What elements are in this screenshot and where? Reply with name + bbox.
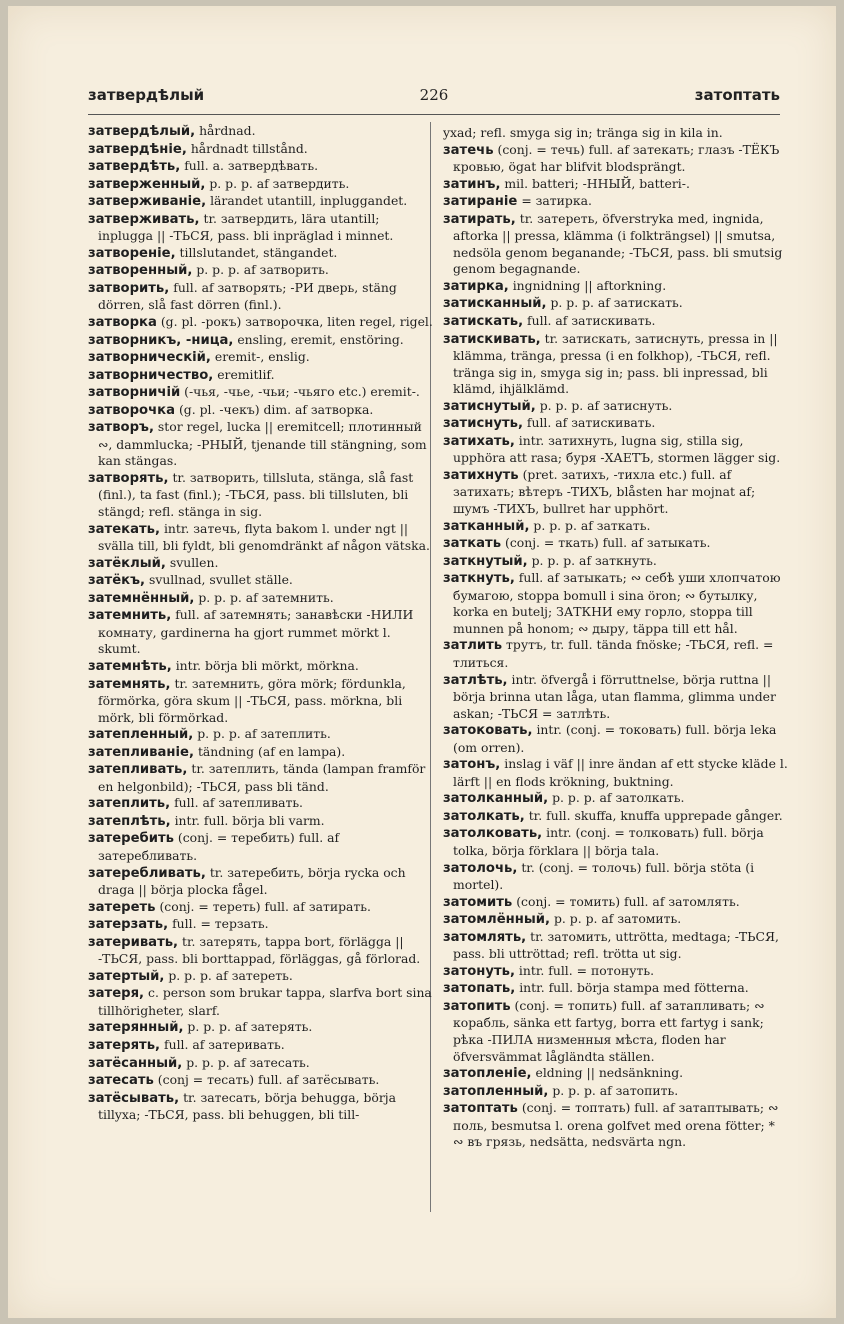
header-left-guideword: затвердѣлый — [88, 86, 205, 104]
entry-definition: hårdnad. — [195, 123, 256, 138]
dictionary-entry — [88, 916, 433, 934]
dictionary-entry — [88, 332, 433, 350]
dictionary-entry — [88, 813, 433, 831]
entry-definition: p. p. p. af затереть. — [164, 967, 293, 983]
dictionary-entry — [88, 141, 433, 159]
entry-definition: (conj. = ткать) full. af затыкать. — [501, 535, 711, 551]
left-column — [88, 123, 433, 1124]
dictionary-entry — [443, 125, 788, 142]
entry-definition: intr. (conj. = толковать) full. börja tolka, börja förklara || börja tala. — [453, 825, 764, 858]
dictionary-entry — [88, 349, 433, 367]
entry-headword: затеплѣть, — [88, 813, 171, 829]
dictionary-entry — [88, 968, 433, 986]
entry-definition: (conj. = тереть) full. af затирать. — [155, 898, 371, 914]
entry-definition: eldning || nedsänkning. — [531, 1065, 684, 1081]
entry-headword: затёклый, — [88, 555, 166, 571]
entry-definition: p. p. p. af заткнуть. — [527, 552, 657, 568]
entry-definition: tr. full. skuffa, knuffa upprepade gånger. — [524, 807, 783, 823]
dictionary-entry — [88, 676, 433, 727]
entry-headword: затолочь, — [443, 860, 518, 876]
entry-headword: затекать, — [88, 521, 160, 537]
dictionary-entry — [443, 278, 788, 296]
entry-definition: yxad; refl. smyga sig in; tränga sig in kila in. — [443, 125, 723, 140]
dictionary-entry — [88, 193, 433, 211]
entry-definition: tr. затворить, tillsluta, stänga, slå fast (finl.), ta fast (finl.); -ТЬСЯ, pass. bli tillsluten, bli stängd; refl. stänga in sig. — [98, 469, 414, 520]
dictionary-entry — [88, 123, 433, 141]
entry-headword: затиснуть, — [443, 416, 523, 432]
header-rule — [88, 114, 780, 115]
entry-definition: intr. затихнуть, lugna sig, stilla sig, upphöra att rasa; буря -ХАЕТЪ, stormen lägger sig. — [453, 432, 781, 466]
entry-headword: заткнутый, — [443, 553, 528, 569]
dictionary-entry — [88, 658, 433, 676]
entry-headword: затеребливать, — [88, 865, 206, 881]
entry-headword: затверженный, — [88, 176, 206, 192]
entry-headword: затемнять, — [88, 676, 171, 692]
dictionary-entry — [443, 193, 788, 211]
entry-headword: затирать, — [443, 211, 516, 227]
dictionary-entry — [443, 722, 788, 756]
entry-headword: затонуть, — [443, 963, 515, 979]
dictionary-entry — [88, 280, 433, 314]
entry-headword: затолковать, — [443, 826, 543, 842]
entry-definition: p. p. p. af затиснуть. — [535, 397, 673, 413]
entry-headword: затёкъ, — [88, 573, 146, 589]
entry-headword: затворничій — [88, 385, 181, 401]
entry-definition: tr. затвердить, lära utantill; inplugga || -ТЬСЯ, pass. bli inpräglad i minnet. — [98, 210, 394, 244]
entry-headword: затвердѣлый, — [88, 124, 196, 139]
dictionary-entry — [88, 726, 433, 744]
dictionary-entry — [443, 331, 788, 398]
dictionary-entry — [443, 790, 788, 808]
dictionary-entry — [88, 245, 433, 263]
header-right-guideword: затоптать — [694, 86, 780, 104]
entry-headword: затолкать, — [443, 808, 525, 824]
dictionary-entry — [88, 470, 433, 521]
entry-headword: затвердѣніе, — [88, 141, 187, 157]
entry-headword: затворенный, — [88, 263, 193, 279]
dictionary-entry — [88, 830, 433, 864]
entry-definition: lärandet utantill, inpluggandet. — [206, 193, 408, 209]
entry-definition: p. p. p. af затеплить. — [193, 726, 331, 742]
dictionary-entry — [88, 985, 433, 1019]
entry-headword: затерзать, — [88, 917, 169, 933]
dictionary-entry — [88, 1090, 433, 1124]
entry-definition: full. af затыкать; ∾ себѣ уши хлопчатою бумагою, stoppa bomull i sina öron; ∾ бутылку, korka en butelj; ЗАТКНИ ему горло, stoppa till munnen på honom; ∾ дыру, täppa till ett hål. — [453, 570, 781, 636]
dictionary-entry — [443, 911, 788, 929]
entry-headword: затискивать, — [443, 331, 541, 347]
entry-headword: затёсанный, — [88, 1055, 183, 1071]
entry-headword: затискать, — [443, 314, 524, 330]
dictionary-entry — [88, 158, 433, 176]
entry-headword: затлѣть, — [443, 672, 508, 688]
entry-definition: intr. затечь, flyta bakom l. under ngt || svälla till, bli fyldt, bli genomdränkt af någon vätska. — [98, 520, 430, 554]
dictionary-entry — [88, 262, 433, 280]
entry-headword: затиснутый, — [443, 398, 536, 414]
entry-headword: затихать, — [443, 433, 515, 449]
dictionary-entry — [443, 963, 788, 981]
entry-definition: full. af затискивать. — [522, 415, 656, 431]
entry-definition: (conj. = течь) full. af затекать; глазъ -ТЁКЪ кровью, ögat har blifvit blodsprängt. — [453, 141, 780, 175]
entry-definition: (conj. = топтать) full. af затаптывать; ∾ поль, besmutsa l. orena golfvet med orena fötter; * ∾ въ грязь, nedsätta, nedsvärta ngn. — [453, 1100, 779, 1150]
entry-headword: затопить — [443, 998, 511, 1014]
entry-definition: p. p. p. af затерять. — [183, 1019, 313, 1035]
entry-headword: затвердѣть, — [88, 159, 181, 175]
entry-definition: stor regel, lucka || eremitcell; плотинный ∾, dammlucka; -РНЫЙ, tjenande till stängning, som kan stängas. — [98, 419, 427, 469]
entry-headword: затопленный, — [443, 1083, 549, 1099]
entry-headword: затонъ, — [443, 757, 501, 773]
entry-definition: (conj = тесать) full. af затёсывать. — [153, 1072, 380, 1088]
entry-headword: затворникъ, -ница, — [88, 332, 234, 348]
dictionary-entry — [443, 211, 788, 278]
dictionary-entry — [443, 176, 788, 194]
dictionary-entry — [88, 211, 433, 245]
page-number: 226 — [419, 86, 449, 104]
dictionary-entry — [443, 998, 788, 1065]
entry-definition: ingnidning || aftorkning. — [508, 277, 667, 293]
entry-definition: tr. (conj. = толочь) full. börja stöta (i mortel). — [453, 859, 755, 893]
dictionary-entry — [88, 795, 433, 813]
entry-headword: затвореніе, — [88, 245, 176, 261]
entry-definition: intr. börja bli mörkt, mörkna. — [171, 657, 359, 673]
entry-definition: p. p. p. af затомить. — [550, 911, 682, 927]
entry-headword: затворочка — [88, 402, 176, 418]
entry-headword: затесать — [88, 1073, 154, 1089]
dictionary-entry — [88, 314, 433, 332]
dictionary-entry — [443, 756, 788, 790]
dictionary-entry — [443, 570, 788, 637]
entry-headword: затерянный, — [88, 1020, 184, 1036]
entry-definition: (-чья, -чье, -чьи; -чьяго etc.) eremit-. — [180, 384, 420, 400]
entry-headword: затепливать, — [88, 762, 188, 778]
entry-headword: затираніе — [443, 194, 518, 210]
dictionary-entry — [88, 572, 433, 590]
dictionary-entry — [88, 590, 433, 608]
entry-definition: full. a. затвердѣвать. — [180, 158, 319, 174]
entry-definition: svullen. — [165, 554, 219, 570]
entry-headword: затечь — [443, 142, 494, 158]
entry-headword: затворить, — [88, 280, 170, 296]
entry-definition: (g. pl. -чекъ) dim. af затворка. — [175, 401, 374, 417]
entry-definition: p. p. p. af затемнить. — [194, 589, 334, 605]
dictionary-entry — [88, 1037, 433, 1055]
entry-definition: full. af затемнять; занавѣски -НИЛИ комнату, gardinerna ha gjort rummet mörkt l. skumt. — [98, 607, 414, 657]
dictionary-entry — [88, 555, 433, 573]
entry-definition: tr. затемнить, göra mörk; fördunkla, förmörka, göra skum || -ТЬСЯ, pass. mörkna, bli mörk, bli förmörkad. — [98, 675, 406, 725]
entry-headword: затисканный, — [443, 296, 547, 312]
entry-definition: tr. затерять, tappa bort, förlägga || -ТЬСЯ, pass. bli borttappad, förläggas, gå förlorad. — [98, 933, 421, 967]
entry-definition: (conj. = томить) full. af затомлять. — [512, 893, 740, 909]
entry-headword: затеплить, — [88, 796, 171, 812]
entry-definition: tr. затискать, затиснуть, pressa in || klämma, tränga, pressa (i en folkhop), -ТЬСЯ, refl. tränga sig in, smyga sig in; pass. bli inpressad, bli klämd, ihjälklämd. — [453, 330, 778, 397]
entry-headword: затолканный, — [443, 791, 549, 807]
entry-headword: затворять, — [88, 470, 169, 486]
entry-headword: затворъ, — [88, 420, 154, 436]
dictionary-entry — [443, 535, 788, 553]
entry-headword: затопленіе, — [443, 1066, 532, 1082]
entry-definition: p. p. p. af заткать. — [529, 517, 651, 533]
entry-headword: затоковать, — [443, 723, 533, 739]
right-column — [443, 125, 788, 1151]
entry-definition: трутъ, tr. full. tända fnöske; -ТЬСЯ, refl. = тлиться. — [453, 637, 774, 670]
entry-definition: tr. затеплить, tända (lampan framför en helgonbild); -ТЬСЯ, pass bli tänd. — [98, 761, 426, 794]
dictionary-entry — [443, 142, 788, 176]
entry-definition: ensling, eremit, enstöring. — [233, 331, 404, 347]
entry-definition: eremit-, enslig. — [210, 349, 310, 365]
dictionary-entry — [443, 518, 788, 536]
entry-definition: (conj. = топить) full. af затапливать; ∾ корабль, sänka ett fartyg, borra ett fartyg i sank; рѣка -ПИЛА низменныя мѣста, floden har öfversvämmat lågländta ställen. — [453, 997, 765, 1064]
dictionary-entry — [443, 637, 788, 671]
entry-definition: full. af затеривать. — [160, 1036, 285, 1052]
entry-headword: затерять, — [88, 1037, 161, 1053]
dictionary-entry — [443, 295, 788, 313]
dictionary-entry — [443, 825, 788, 859]
entry-definition: intr. full. börja bli varm. — [170, 812, 325, 828]
entry-headword: затеря, — [88, 986, 145, 1002]
entry-headword: затеребить — [88, 831, 174, 847]
dictionary-entry — [88, 744, 433, 762]
entry-definition: full. af затискивать. — [523, 313, 656, 329]
entry-definition: svullnad, svullet ställe. — [145, 572, 293, 588]
dictionary-entry — [443, 1100, 788, 1151]
entry-definition: p. p. p. af затискать. — [546, 295, 683, 311]
entry-headword: затворничество, — [88, 367, 214, 383]
dictionary-entry — [443, 467, 788, 518]
entry-headword: затлить — [443, 638, 503, 654]
dictionary-entry — [443, 415, 788, 433]
entry-definition: mil. batteri; -ННЫЙ, batteri-. — [500, 175, 690, 191]
entry-definition: p. p. p. af затворить. — [192, 262, 329, 278]
entry-definition: hårdnadt tillstånd. — [186, 140, 308, 156]
dictionary-entry — [88, 934, 433, 968]
entry-definition: tr. затомить, uttrötta, medtaga; -ТЬСЯ, pass. bli uttröttad; refl. trötta ut sig. — [453, 928, 779, 962]
entry-headword: затверживать, — [88, 211, 200, 227]
dictionary-entry — [443, 553, 788, 571]
dictionary-entry — [443, 929, 788, 963]
entry-headword: затереть — [88, 899, 156, 915]
entry-headword: затинъ, — [443, 176, 501, 192]
entry-definition: intr. full. = потонуть. — [514, 962, 655, 978]
entry-definition: (g. pl. -рокъ) затворочка, liten regel, rigel. — [156, 314, 433, 330]
dictionary-entry — [88, 176, 433, 194]
dictionary-entry — [88, 761, 433, 795]
entry-definition: eremitlif. — [213, 366, 275, 382]
entry-definition: full. af затворять; -РИ дверь, stäng dörren, slå fast dörren (finl.). — [98, 279, 397, 313]
entry-headword: заткнуть, — [443, 571, 515, 587]
entry-definition: tr. затереть, öfverstryka med, ingnida, aftorka || pressa, klämma (i folkträngsel) || smutsa, nedsöla genom beganande; -ТЬСЯ, pass. bli smutsig genom begagnande. — [453, 210, 783, 277]
entry-headword: затопать, — [443, 981, 516, 997]
entry-definition: intr. full. börja stampa med fötterna. — [515, 980, 749, 996]
entry-headword: затепленный, — [88, 727, 194, 743]
dictionary-entry — [443, 860, 788, 894]
entry-definition: tillslutandet, stängandet. — [175, 244, 338, 260]
entry-headword: затирка, — [443, 278, 509, 294]
entry-headword: заткать — [443, 536, 502, 552]
entry-definition: (conj. = теребить) full. af затеребливать. — [98, 830, 340, 863]
entry-definition: inslag i väf || inre ändan af ett stycke kläde l. lärft || en flods krökning, buktning. — [453, 756, 788, 789]
entry-definition: p. p. p. af затесать. — [182, 1054, 310, 1070]
dictionary-entry — [443, 672, 788, 723]
dictionary-entry — [443, 313, 788, 331]
entry-headword: затворническій, — [88, 350, 211, 366]
dictionary-entry — [443, 433, 788, 467]
dictionary-entry — [443, 1065, 788, 1083]
entry-definition: (pret. затихъ, -тихла etc.) full. af затихать; вѣтеръ -ТИХЪ, blåsten har mojnat af; шумъ -ТИХЪ, bullret har upphört. — [453, 466, 756, 517]
entry-definition: intr. öfvergå i förruttnelse, börja ruttna || börja brinna utan låga, utan flamma, glimma under askan; -ТЬСЯ = затлѣть. — [453, 671, 776, 721]
entry-definition: tr. затеребить, börja rycka och draga || börja plocka fågel. — [98, 864, 406, 898]
entry-headword: затомить — [443, 894, 513, 910]
dictionary-page — [8, 6, 836, 1318]
entry-headword: затомлять, — [443, 929, 527, 945]
entry-definition: full. af затепливать. — [170, 795, 303, 811]
dictionary-entry — [88, 521, 433, 555]
entry-headword: затворка — [88, 315, 157, 331]
dictionary-entry — [443, 808, 788, 826]
entry-headword: затертый, — [88, 968, 165, 984]
dictionary-entry — [88, 865, 433, 899]
entry-definition: full. = терзать. — [168, 916, 269, 932]
entry-headword: затеривать, — [88, 934, 179, 950]
dictionary-entry — [88, 419, 433, 470]
entry-headword: затканный, — [443, 518, 530, 534]
entry-definition: p. p. p. af затопить. — [548, 1082, 679, 1098]
dictionary-entry — [88, 1019, 433, 1037]
dictionary-entry — [88, 402, 433, 420]
entry-headword: затепливаніе, — [88, 744, 194, 760]
dictionary-entry — [88, 899, 433, 917]
entry-definition: p. p. p. af затолкать. — [548, 790, 685, 806]
dictionary-entry — [443, 894, 788, 912]
entry-headword: затомлённый, — [443, 912, 551, 928]
entry-definition: p. p. p. af затвердить. — [205, 175, 350, 191]
dictionary-entry — [88, 384, 433, 402]
entry-headword: затихнуть — [443, 467, 519, 483]
entry-definition: = затирка. — [517, 193, 592, 209]
entry-headword: затёсывать, — [88, 1090, 180, 1106]
entry-headword: затемнённый, — [88, 590, 195, 606]
page-header — [88, 86, 780, 110]
dictionary-entry — [88, 1072, 433, 1090]
entry-definition: c. person som brukar tappa, slarfva bort sina tillhörigheter, slarf. — [98, 985, 432, 1018]
dictionary-entry — [443, 398, 788, 416]
entry-definition: tändning (af en lampa). — [194, 743, 346, 759]
entry-headword: затемнить, — [88, 608, 172, 624]
dictionary-entry — [88, 367, 433, 385]
entry-headword: затверживаніе, — [88, 194, 207, 210]
dictionary-entry — [443, 1083, 788, 1101]
dictionary-entry — [88, 1055, 433, 1073]
dictionary-entry — [443, 980, 788, 998]
entry-headword: затоптать — [443, 1101, 518, 1117]
entry-definition: tr. затесать, börja behugga, börja tillyxa; -ТЬСЯ, pass. bli behuggen, bli till- — [98, 1089, 397, 1123]
entry-definition: intr. (conj. = токовать) full. börja leka (om orren). — [453, 722, 777, 755]
entry-headword: затемнѣть, — [88, 658, 172, 674]
dictionary-entry — [88, 607, 433, 658]
